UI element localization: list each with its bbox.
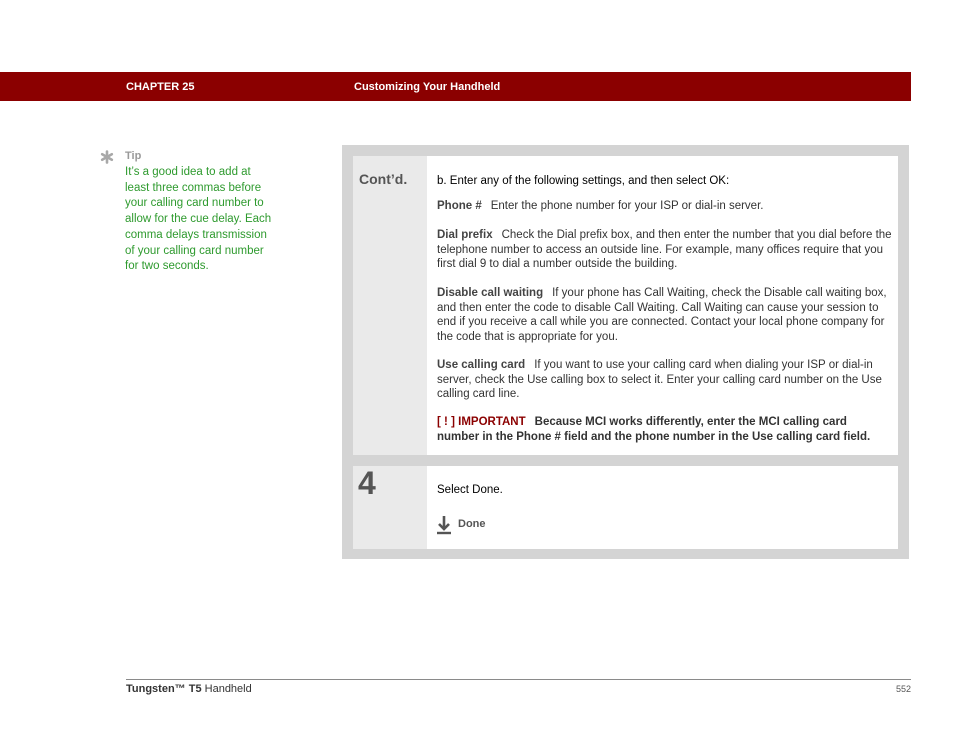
setting-use-calling-card — [437, 358, 892, 402]
tip-text: It’s a good idea to add at least three commas before your calling card number to allow for the cue delay. Each comma delays transmission of your calling card number for two seconds. — [125, 166, 272, 273]
important-label: IMPORTANT — [458, 416, 526, 428]
setting-disable-call-waiting — [437, 286, 892, 344]
important-note — [437, 415, 892, 444]
tip-label: Tip — [125, 150, 142, 162]
setting-term: Use calling card — [437, 359, 526, 371]
step-content-4 — [427, 466, 898, 549]
setting-term: Phone # — [437, 200, 482, 212]
footer-product — [126, 683, 252, 695]
done-label: Done — [458, 518, 486, 530]
setting-term: Dial prefix — [437, 229, 493, 241]
setting-term: Disable call waiting — [437, 287, 544, 299]
setting-desc: If your phone has Call Waiting, check the Disable call waiting box, and then enter the code to disable Call Waiting. Call Waiting can cause your session to end if you receive a call while you are connected. Contact your local phone company for the code that is appropriate for you. — [437, 287, 887, 343]
footer-product-name: Tungsten™ T5 — [126, 683, 202, 695]
setting-dial-prefix — [437, 228, 892, 272]
important-exclamation-icon: ! — [444, 416, 448, 428]
footer-divider — [126, 679, 911, 680]
important-bracket-open: [ — [437, 416, 441, 428]
step-label-column — [353, 156, 427, 455]
contd-label: Cont’d. — [359, 171, 408, 187]
contd-intro: b. Enter any of the following settings, and then select OK: — [437, 175, 730, 187]
chapter-label: CHAPTER 25 — [126, 81, 195, 93]
footer-product-suffix: Handheld — [201, 683, 252, 695]
chapter-title: Customizing Your Handheld — [354, 81, 501, 93]
setting-desc: If you want to use your calling card when dialing your ISP or dial-in server, check the Use calling box to select it. Enter your calling card number on the Use calling card line. — [437, 359, 882, 401]
asterisk-icon — [100, 150, 114, 164]
setting-desc: Check the Dial prefix box, and then enter the number that you dial before the telephone number to access an outside line. For example, many offices require that you first dial 9 to dial a number outside the building. — [437, 229, 892, 271]
down-arrow-tap-icon — [437, 515, 451, 535]
important-text: Because MCI works differently, enter the MCI calling card number in the Phone # field and the phone number in the Use calling card field. — [437, 416, 871, 443]
step4-text: Select Done. — [437, 484, 503, 496]
setting-desc: Enter the phone number for your ISP or dial-in server. — [490, 200, 764, 212]
step-number: 4 — [358, 465, 376, 501]
important-bracket-close: ] — [451, 416, 455, 428]
page-number: 552 — [895, 684, 911, 694]
setting-phone — [437, 199, 892, 214]
